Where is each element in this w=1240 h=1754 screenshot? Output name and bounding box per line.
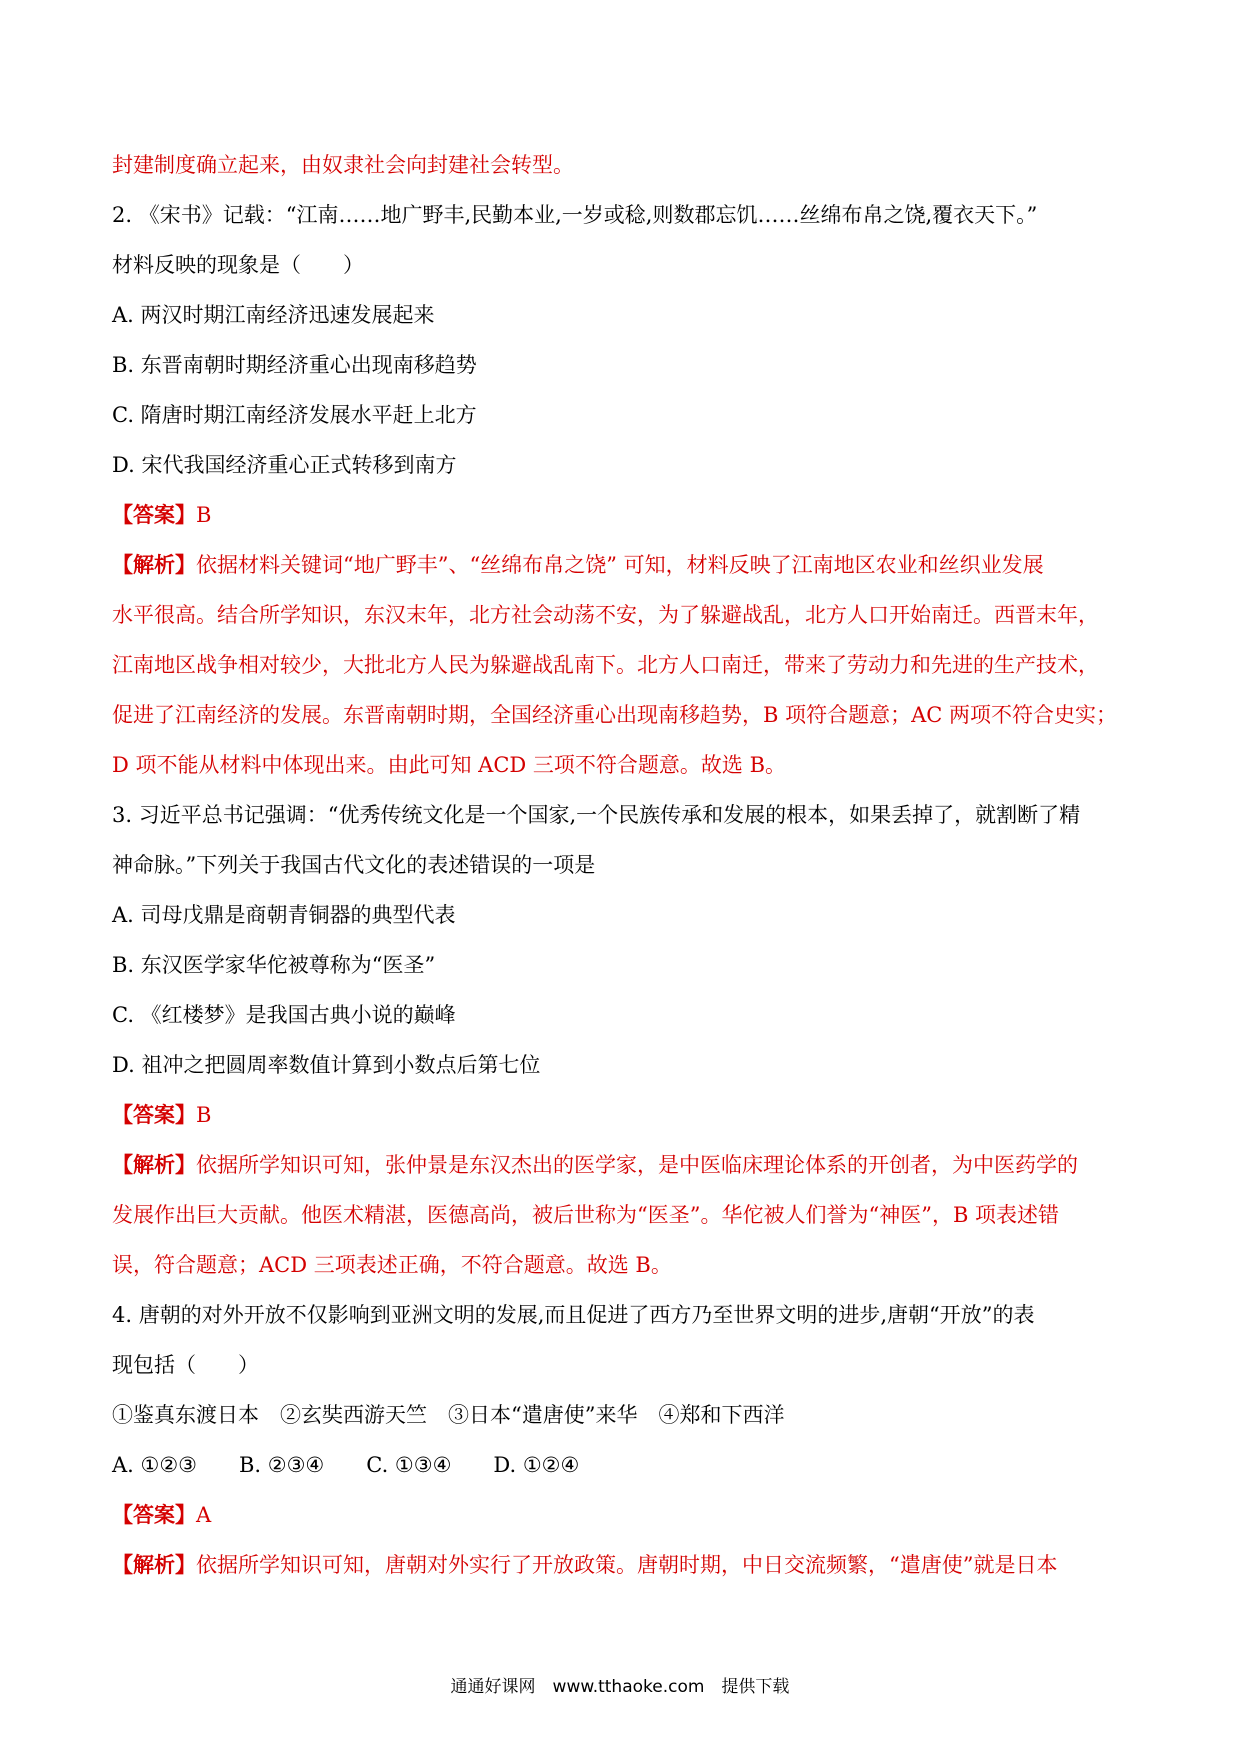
answer-tag: 【答案】 [112,1502,196,1527]
analysis-line: 发展作出巨大贡献。他医术精湛，医德高尚，被后世称为“医圣”。华佗被人们誉为“神医”，B 项表述错 [112,1203,1060,1227]
question-stem-line: 2. 《宋书》记载：“江南……地广野丰,民勤本业,一岁或稔,则数郡忘饥……丝绵布帛之饶,覆衣天下。” [112,203,1038,227]
answer-tag: 【答案】 [112,502,196,527]
option-c: C. 隋唐时期江南经济发展水平赶上北方 [112,403,477,427]
analysis-text: 依据所学知识可知，张仲景是东汉杰出的医学家，是中医临床理论体系的开创者，为中医药学的 [196,1153,1078,1177]
analysis-line: 江南地区战争相对较少，大批北方人民为躲避战乱南下。北方人口南迁，带来了劳动力和先进的生产技术， [112,653,1099,677]
answer-line [112,500,1132,550]
analysis-line: D 项不能从材料中体现出来。由此可知 ACD 三项不符合题意。故选 B。 [112,753,787,777]
analysis-text: 依据材料关键词“地广野丰”、“丝绵布帛之饶” 可知，材料反映了江南地区农业和丝织业发展 [196,553,1044,577]
option-d: D. 祖冲之把圆周率数值计算到小数点后第七位 [112,1053,541,1077]
analysis-text: 依据所学知识可知，唐朝对外实行了开放政策。唐朝时期，中日交流频繁，“遣唐使”就是日本 [196,1553,1058,1577]
answer-tag: 【答案】 [112,1102,196,1127]
answer-value: B [196,1103,212,1127]
option-a: A. 两汉时期江南经济迅速发展起来 [112,303,435,327]
analysis-line: 促进了江南经济的发展。东晋南朝时期，全国经济重心出现南移趋势，B 项符合题意；AC 两项不符合史实； [112,703,1118,727]
question-2 [112,200,1132,800]
option-a: A. 司母戊鼎是商朝青铜器的典型代表 [112,903,456,927]
analysis-line: 水平很高。结合所学知识，东汉末年，北方社会动荡不安，为了躲避战乱，北方人口开始南迁。西晋末年， [112,603,1099,627]
analysis-line [112,1550,1132,1600]
analysis-line [112,1150,1132,1200]
analysis-line [112,550,1132,600]
analysis-line: 误，符合题意；ACD 三项表述正确，不符合题意。故选 B。 [112,1253,672,1277]
question-stem-line: 神命脉。”下列关于我国古代文化的表述错误的一项是 [112,853,596,877]
question-choices-line: ①鉴真东渡日本 ②玄奘西游天竺 ③日本“遣唐使”来华 ④郑和下西洋 [112,1403,785,1427]
options-line: A. ①②③ B. ②③④ C. ①③④ D. ①②④ [112,1453,580,1477]
question-stem-line: 4. 唐朝的对外开放不仅影响到亚洲文明的发展,而且促进了西方乃至世界文明的进步,唐朝“开放”的表 [112,1303,1035,1327]
option-d: D. 宋代我国经济重心正式转移到南方 [112,453,457,477]
answer-line [112,1500,1132,1550]
document-body [112,150,1132,1600]
analysis-tag: 【解析】 [112,552,196,577]
answer-value: A [196,1503,212,1527]
answer-line [112,1100,1132,1150]
question-stem-line: 现包括（ ） [112,1353,259,1377]
page-footer: 通通好课网 www.tthaoke.com 提供下载 [450,1677,790,1697]
option-c: C. 《红楼梦》是我国古典小说的巅峰 [112,1003,456,1027]
option-b: B. 东晋南朝时期经济重心出现南移趋势 [112,353,477,377]
option-b: B. 东汉医学家华佗被尊称为“医圣” [112,953,436,977]
question-4 [112,1300,1132,1600]
question-stem-line: 材料反映的现象是（ ） [112,253,364,277]
question-3 [112,800,1132,1300]
answer-value: B [196,503,212,527]
analysis-tag: 【解析】 [112,1552,196,1577]
question-stem-line: 3. 习近平总书记强调：“优秀传统文化是一个国家,一个民族传承和发展的根本，如果丢掉了，就割断了精 [112,803,1081,827]
analysis-tag: 【解析】 [112,1152,196,1177]
analysis-continuation: 封建制度确立起来，由奴隶社会向封建社会转型。 [112,153,574,177]
